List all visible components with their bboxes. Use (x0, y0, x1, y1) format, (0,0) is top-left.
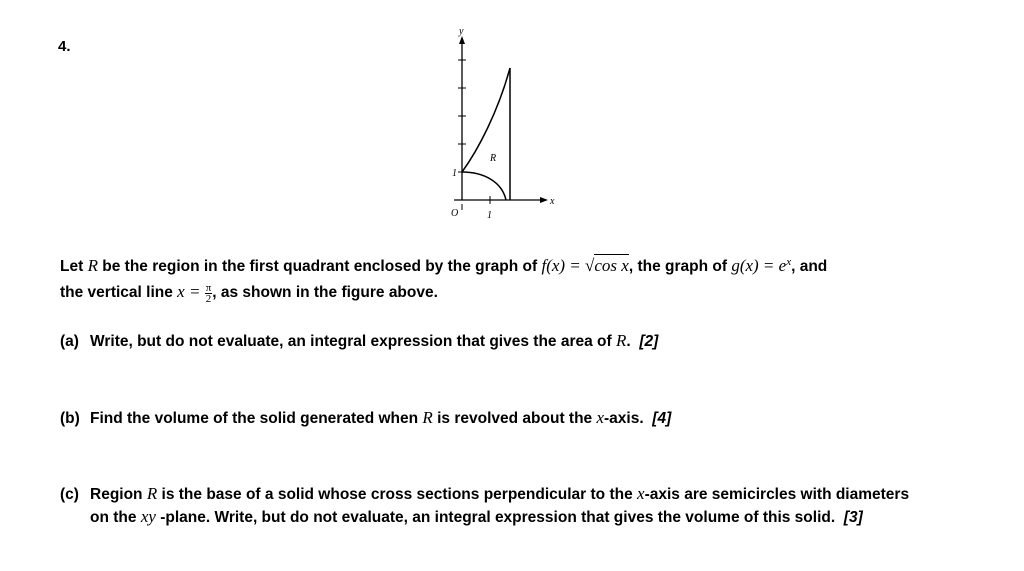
marks-a: [2] (639, 333, 659, 350)
y-axis-label: y (459, 26, 464, 37)
g-definition: g(x) = e (731, 256, 787, 276)
part-a: (a) Write, but do not evaluate, an integral expression that gives the area of R. [2] (60, 331, 659, 350)
y-tick-label: 1 (452, 168, 457, 179)
y-axis-arrow (459, 36, 465, 44)
part-b: (b) Find the volume of the solid generated when R is revolved about the x-axis. [4] (60, 408, 672, 427)
sqrt-cos-curve (462, 172, 506, 200)
origin-label: O (451, 208, 459, 219)
x-tick-label: 1 (487, 210, 492, 221)
exp-curve (462, 68, 510, 172)
marks-b: [4] (652, 410, 672, 427)
line-equation: x = (177, 282, 205, 302)
sqrt-argument: cos x (594, 256, 629, 276)
region-figure (440, 22, 570, 222)
part-c: (c) Region R is the base of a solid whose cross sections perpendicular to the x-axis are semicircles with diameters on the xy -plane. Write, but do not evaluate, an integral expression that gives the volume of this solid. [3] (60, 484, 910, 526)
x-axis-arrow (540, 197, 548, 203)
region-label: R (490, 153, 497, 164)
f-definition: f(x) = (541, 256, 586, 276)
question-number: 4. (58, 38, 71, 55)
g-exponent: x (786, 256, 792, 268)
pi-over-two: $\frac{\pi}{2}$ (205, 281, 212, 305)
x-axis-label: x (550, 196, 555, 207)
marks-c: [3] (843, 509, 863, 526)
question-intro: Let R be the region in the first quadrant enclosed by the graph of f(x) = √cos x, the graph of $g(x) = e^x$, and the vertical line x = $\frac{\pi}{2}$ , as shown in the figure above. (60, 256, 828, 305)
region-symbol: R (87, 256, 98, 276)
